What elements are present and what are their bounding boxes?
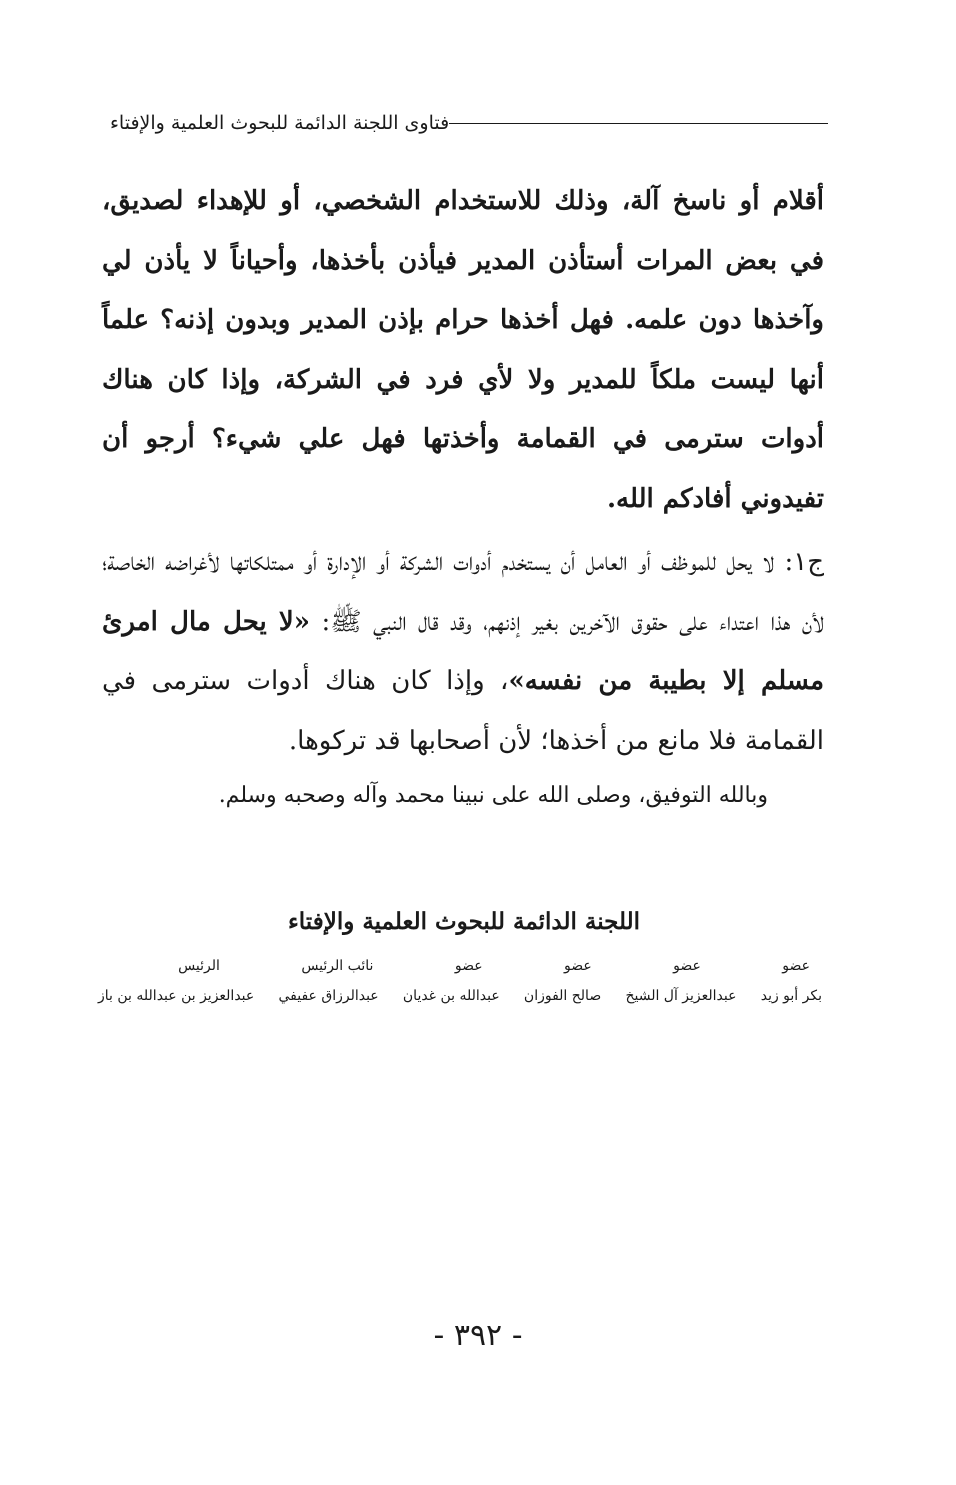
answer-part-2: ، وإذا كان هناك أدوات سترمى في القمامة فلا مانع من أخذها؛ لأن أصحابها قد تركوها. xyxy=(102,666,824,756)
page-number: - ٣٩٢ - xyxy=(433,1318,523,1353)
signatory-role: الرئيس xyxy=(178,958,220,974)
committee-name: اللجنة الدائمة للبحوث العلمية والإفتاء xyxy=(287,908,641,935)
signatory-role: عضو xyxy=(454,958,483,974)
signatory-name: عبدالرزاق عفيفي xyxy=(278,988,379,1004)
signatory-roles xyxy=(98,958,822,974)
running-header xyxy=(100,112,828,134)
signatory-role: نائب الرئيس xyxy=(301,958,374,974)
closing-prayer: وبالله التوفيق، وصلى الله على نبينا محمد وآله وصحبه وسلم. xyxy=(218,783,768,808)
signatory-name: بكر أبو زيد xyxy=(760,988,822,1004)
hadith-quote: «لا يحل مال امرئ مسلم إلا بطيبة من نفسه» xyxy=(102,606,824,696)
signatory-name: صالح الفوزان xyxy=(523,988,602,1004)
header-rule xyxy=(449,123,828,124)
book-title: فتاوى اللجنة الدائمة للبحوث العلمية والإفتاء xyxy=(110,112,450,134)
signatories-block xyxy=(98,958,822,1004)
signatory-role: عضو xyxy=(673,958,701,974)
answer-text xyxy=(102,533,824,771)
signatory-role: عضو xyxy=(782,958,810,974)
answer-part-1: ج١: لا يحل للموظف أو العامل أن يستخدم أدوات الشركة أو الإدارة أو ممتلكاتها لأغراضه الخاصة؛ لأن هذا اعتداء على حقوق الآخرين بغير إذنهم، وقد قال النبي ﷺ: xyxy=(102,547,824,637)
signatory-name: عبدالله بن غديان xyxy=(402,988,500,1004)
fatwa-body xyxy=(102,172,824,813)
signatory-name: عبدالعزيز بن عبدالله بن باز xyxy=(98,988,255,1004)
question-text: أقلام أو ناسخ آلة، وذلك للاستخدام الشخصي، أو للإهداء لصديق، في بعض المرات أستأذن المدير فيأذن بأخذها، وأحياناً لا يأذن لي وآخذها دون علمه. فهل أخذها حرام بإذن المدير وبدون إذنه؟ علماً أنها ليست ملكاً للمدير ولا لأي فرد في الشركة، وإذا كان هناك أدوات سترمى في القمامة وأخذتها فهل علي شيء؟ أرجو أن تفيدوني أفادكم الله. xyxy=(102,186,824,514)
signatory-name: عبدالعزيز آل الشيخ xyxy=(625,988,737,1004)
signatory-names xyxy=(98,988,822,1004)
signatory-role: عضو xyxy=(563,958,592,974)
